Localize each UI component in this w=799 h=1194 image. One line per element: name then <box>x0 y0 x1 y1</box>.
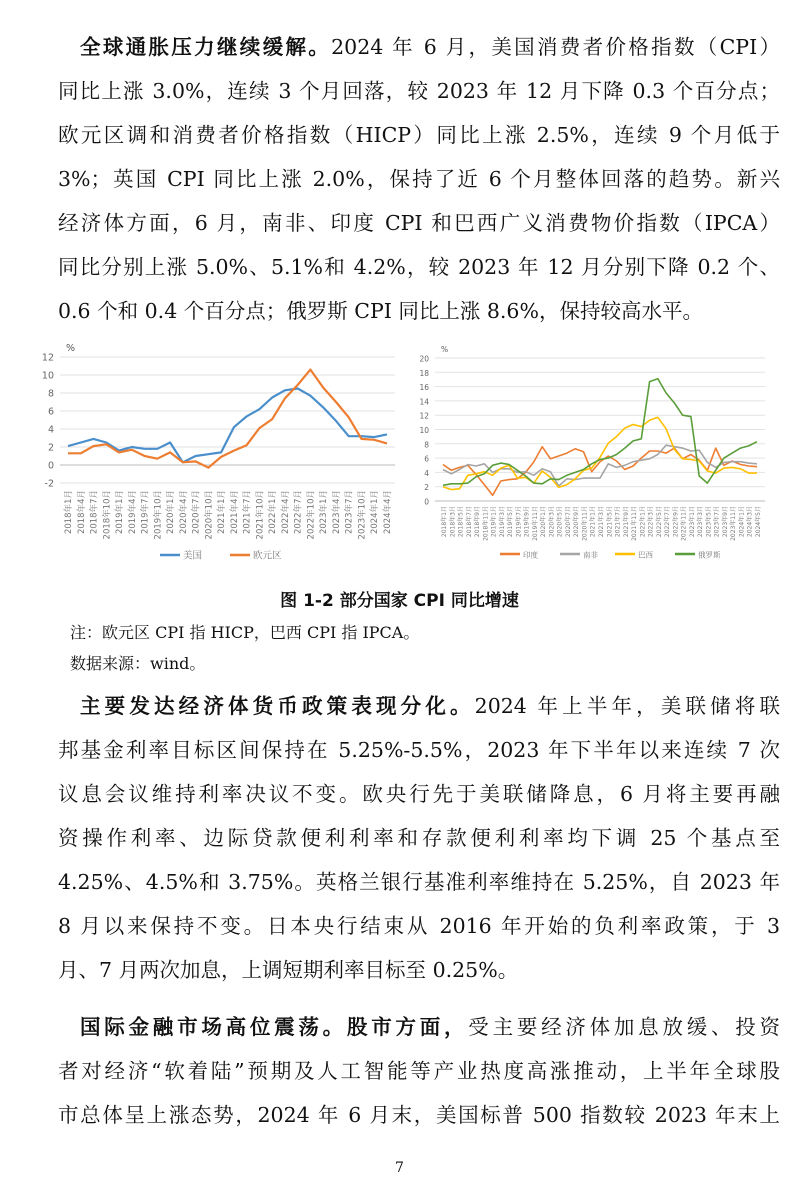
y-tick-label: 8 <box>424 440 429 450</box>
text-line <box>58 157 780 201</box>
x-tick-label: 2018年1月 <box>441 506 448 538</box>
y-tick-label: 10 <box>41 370 54 382</box>
x-tick-label: 2022年4月 <box>280 490 291 535</box>
text-line <box>58 1005 780 1049</box>
y-tick-label: 6 <box>47 406 54 418</box>
x-tick-label: 2020年5月 <box>556 506 564 538</box>
x-tick-label: 2023年1月 <box>319 490 330 535</box>
x-tick-label: 2019年9月 <box>523 506 531 538</box>
line-text: 3%；英国 CPI 同比上涨 2.0%，保持了近 6 个月整体回落的趋势。新兴 <box>58 167 780 191</box>
text-line <box>58 25 780 69</box>
x-tick-label: 2019年1月 <box>490 506 498 538</box>
x-tick-label: 2020年7月 <box>191 490 202 535</box>
line-text: 0.6 个和 0.4 个百分点；俄罗斯 CPI 同比上涨 8.6%，保持较高水平。 <box>58 299 703 323</box>
legend-label: 印度 <box>523 550 538 560</box>
x-tick-label: 2023年7月 <box>344 490 355 535</box>
line-text: 者对经济“软着陆”预期及人工智能等产业热度高涨推动，上半年全球股 <box>58 1059 780 1083</box>
y-tick-label: 2 <box>424 483 429 493</box>
x-tick-label: 2024年1月 <box>370 490 381 535</box>
line-text: 市总体呈上涨态势，2024 年 6 月末，美国标普 500 指数较 2023 年末上 <box>58 1103 780 1127</box>
text-line <box>58 69 780 113</box>
legend-label: 巴西 <box>638 550 653 560</box>
text-line <box>58 245 780 289</box>
legend-label: 俄罗斯 <box>698 550 721 560</box>
x-tick-label: 2020年9月 <box>573 506 581 538</box>
line-text: 受主要经济体加息放缓、投资 <box>468 1015 781 1039</box>
x-tick-label: 2024年5月 <box>755 506 762 538</box>
y-tick-label: 0 <box>47 460 54 472</box>
x-tick-label: 2018年3月 <box>449 506 457 538</box>
x-tick-label: 2024年4月 <box>383 490 393 535</box>
x-tick-label: 2019年7月 <box>515 506 523 538</box>
line-text: 邦基金利率目标区间保持在 5.25%-5.5%，2023 年下半年以来连续 7 次 <box>58 738 780 762</box>
x-tick-label: 2024年3月 <box>746 506 754 538</box>
y-tick-label: 10 <box>419 426 429 435</box>
x-tick-label: 2019年11月 <box>531 506 539 541</box>
line-text: 月、7 月两次加息，上调短期利率目标至 0.25%。 <box>58 958 519 982</box>
x-tick-label: 2023年4月 <box>331 490 342 535</box>
x-tick-label: 2024年1月 <box>738 506 746 538</box>
x-tick-label: 2021年7月 <box>614 506 622 538</box>
x-tick-label: 2023年3月 <box>697 506 705 538</box>
text-line <box>58 772 780 816</box>
series-line-1 <box>68 370 387 468</box>
x-tick-label: 2018年7月 <box>89 490 100 535</box>
x-tick-label: 2018年4月 <box>76 490 87 535</box>
x-tick-label: 2021年1月 <box>217 490 228 535</box>
y-tick-label: 4 <box>47 424 54 436</box>
x-tick-label: 2020年7月 <box>564 506 572 538</box>
text-line <box>58 201 780 245</box>
y-tick-label: 4 <box>424 468 429 478</box>
text-line <box>58 904 780 948</box>
x-tick-label: 2019年3月 <box>498 506 506 538</box>
text-line <box>58 684 780 728</box>
x-tick-label: 2019年4月 <box>127 490 138 535</box>
y-tick-label: 14 <box>419 397 429 407</box>
x-tick-label: 2021年4月 <box>229 490 240 535</box>
legend-label: 南非 <box>583 550 598 560</box>
text-line <box>58 860 780 904</box>
line-text: 同比上涨 3.0%，连续 3 个月回落，较 2023 年 12 月下降 0.3 个百分点； <box>58 79 780 103</box>
line-text: 资操作利率、边际贷款便利利率和存款便利利率均下调 25 个基点至 <box>58 826 780 850</box>
paragraph-lead: 国际金融市场高位震荡。股市方面， <box>80 1015 469 1039</box>
x-tick-label: 2022年1月 <box>639 506 647 538</box>
x-tick-label: 2018年1月 <box>64 490 74 535</box>
chart-emerging-cpi <box>410 340 795 572</box>
x-tick-label: 2020年1月 <box>540 506 548 538</box>
legend-label: 美国 <box>183 550 203 562</box>
y-axis-unit: % <box>441 345 449 354</box>
y-tick-label: 18 <box>419 368 429 378</box>
x-tick-label: 2022年7月 <box>293 490 304 535</box>
x-tick-label: 2019年10月 <box>153 490 164 540</box>
x-tick-label: 2021年10月 <box>255 490 266 540</box>
x-tick-label: 2020年4月 <box>178 490 189 535</box>
figure-note: 注：欧元区 CPI 指 HICP，巴西 CPI 指 IPCA。 <box>70 623 420 642</box>
x-tick-label: 2018年7月 <box>465 506 473 538</box>
y-tick-label: -2 <box>44 478 54 490</box>
text-line <box>58 816 780 860</box>
text-line <box>58 948 780 992</box>
x-tick-label: 2022年9月 <box>672 506 680 538</box>
text-line <box>58 113 780 157</box>
x-tick-label: 2018年11月 <box>482 506 490 541</box>
text-line <box>58 1049 780 1093</box>
paragraph-inflation <box>58 25 780 333</box>
y-tick-label: 0 <box>424 497 429 507</box>
line-text: 同比分别上涨 5.0%、5.1%和 4.2%，较 2023 年 12 月分别下降 0.2 个、 <box>58 255 780 279</box>
x-tick-label: 2019年7月 <box>140 490 151 535</box>
line-text: 议息会议维持利率决议不变。欧央行先于美联储降息，6 月将主要再融 <box>58 782 780 806</box>
x-tick-label: 2021年3月 <box>598 506 605 538</box>
line-text: 2024 年 6 月，美国消费者价格指数（CPI） <box>331 35 781 59</box>
x-tick-label: 2023年11月 <box>730 506 738 541</box>
y-tick-label: 8 <box>47 388 54 400</box>
x-tick-label: 2023年7月 <box>713 506 721 538</box>
line-text: 欧元区调和消费者价格指数（HICP）同比上涨 2.5%，连续 9 个月低于 <box>58 123 780 147</box>
line-text: 8 月以来保持不变。日本央行结束从 2016 年开始的负利率政策，于 3 <box>58 914 780 938</box>
x-tick-label: 2023年5月 <box>705 506 713 538</box>
x-tick-label: 2020年11月 <box>581 506 589 541</box>
x-tick-label: 2022年5月 <box>655 506 663 538</box>
text-line <box>58 289 780 333</box>
line-text: 经济体方面，6 月，南非、印度 CPI 和巴西广义消费物价指数（IPCA） <box>58 211 780 235</box>
legend-label: 欧元区 <box>253 550 282 562</box>
page-number: 7 <box>395 1160 404 1176</box>
y-tick-label: 2 <box>47 442 54 454</box>
y-axis-unit: % <box>66 343 76 354</box>
paragraph-financial-markets <box>58 1005 780 1137</box>
x-tick-label: 2020年3月 <box>548 506 556 538</box>
x-tick-label: 2021年7月 <box>242 490 253 535</box>
x-tick-label: 2021年9月 <box>622 506 630 538</box>
x-tick-label: 2022年7月 <box>664 506 672 538</box>
x-tick-label: 2019年1月 <box>115 490 126 535</box>
x-tick-label: 2022年10月 <box>306 490 317 540</box>
x-tick-label: 2018年9月 <box>474 506 482 538</box>
x-tick-label: 2022年1月 <box>268 490 279 535</box>
x-tick-label: 2023年1月 <box>688 506 696 538</box>
paragraph-monetary-policy <box>58 684 780 992</box>
line-text: 2024 年上半年，美联储将联 <box>474 694 781 718</box>
y-tick-label: 16 <box>419 383 429 393</box>
paragraph-lead: 主要发达经济体货币政策表现分化。 <box>80 694 475 718</box>
x-tick-label: 2022年3月 <box>647 506 655 538</box>
y-tick-label: 12 <box>419 411 429 421</box>
text-line <box>58 1093 780 1137</box>
x-tick-label: 2018年10月 <box>102 490 113 540</box>
x-tick-label: 2021年11月 <box>631 506 639 541</box>
x-tick-label: 2021年5月 <box>606 506 614 538</box>
x-tick-label: 2023年10月 <box>357 490 368 540</box>
x-tick-label: 2021年1月 <box>589 506 597 538</box>
x-tick-label: 2019年5月 <box>507 506 515 538</box>
paragraph-lead: 全球通胀压力继续缓解。 <box>80 35 332 59</box>
x-tick-label: 2022年11月 <box>680 506 688 541</box>
x-tick-label: 2023年9月 <box>721 506 729 538</box>
y-tick-label: 20 <box>419 354 429 364</box>
figure-caption: 图 1-2 部分国家 CPI 同比增速 <box>280 591 519 611</box>
text-line <box>58 728 780 772</box>
y-tick-label: 6 <box>424 454 429 464</box>
x-tick-label: 2018年5月 <box>457 506 465 538</box>
y-tick-label: 12 <box>41 352 54 364</box>
chart-us-eurozone-cpi <box>30 340 405 572</box>
figure-source: 数据来源：wind。 <box>70 654 206 673</box>
x-tick-label: 2020年10月 <box>204 490 215 540</box>
line-text: 4.25%、4.5%和 3.75%。英格兰银行基准利率维持在 5.25%，自 2023 年 <box>58 870 780 894</box>
x-tick-label: 2020年1月 <box>166 490 177 535</box>
